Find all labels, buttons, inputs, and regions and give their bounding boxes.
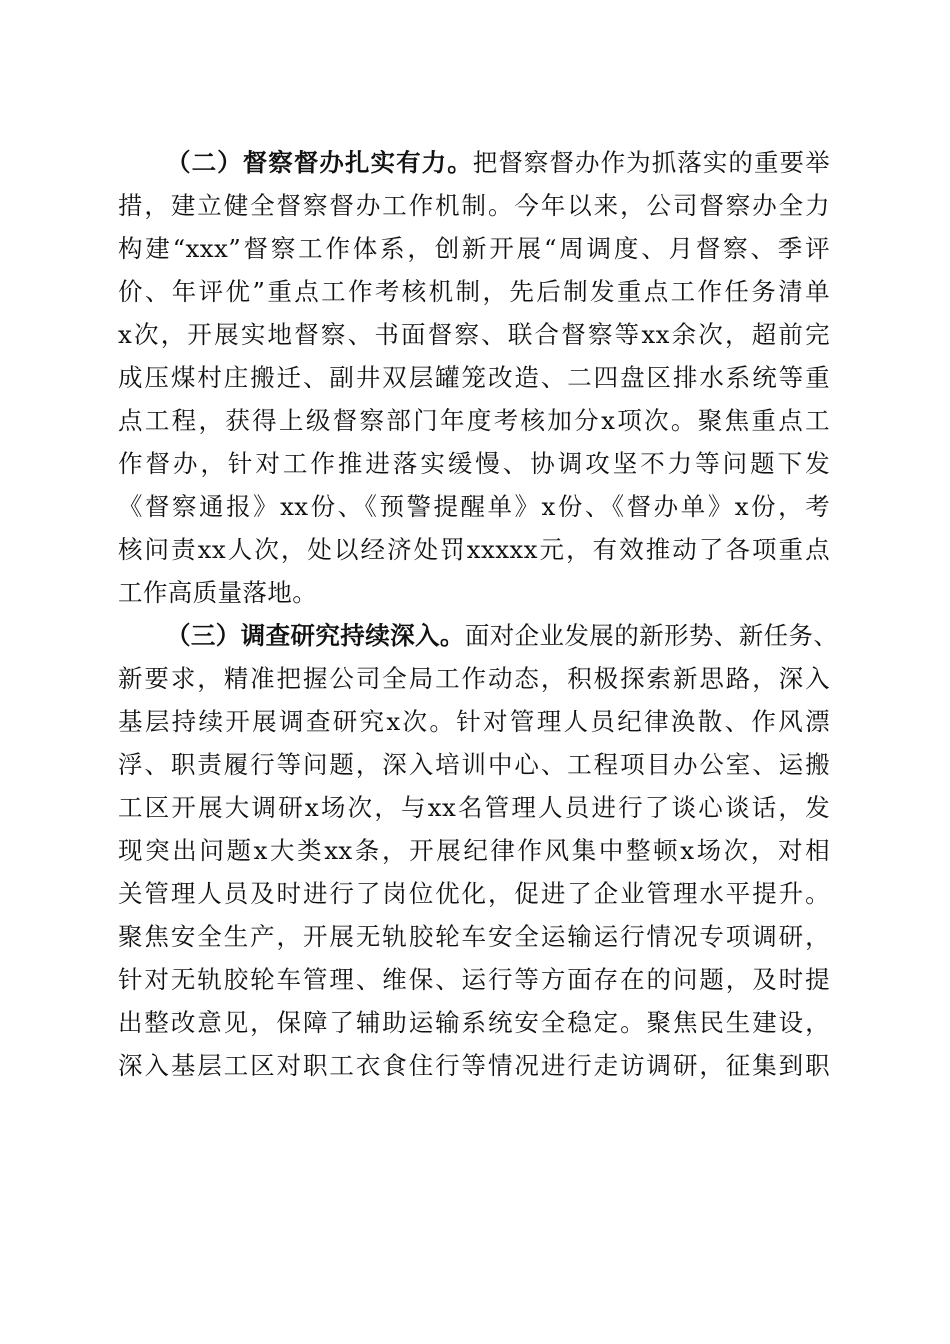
section3-line-5: 工区开展大调研x场次，与xx名管理人员进行了谈心谈话，发 xyxy=(118,793,830,822)
section2-line-6: 成压煤村庄搬迁、副井双层罐笼改造、二四盘区排水系统等重 xyxy=(118,363,830,392)
section2-line-3: 构建“xxx”督察工作体系，创新开展“周调度、月督察、季评 xyxy=(118,234,830,263)
section2-line-7: 点工程，获得上级督察部门年度考核加分x项次。聚焦重点工 xyxy=(118,406,830,435)
section3-line-3: 基层持续开展调查研究x次。针对管理人员纪律涣散、作风漂 xyxy=(118,707,830,736)
section2-line-1 xyxy=(166,143,830,183)
section3-line-8: 聚焦安全生产，开展无轨胶轮车安全运输运行情况专项调研， xyxy=(118,922,830,951)
section3-line-10: 出整改意见，保障了辅助运输系统安全稳定。聚焦民生建设， xyxy=(118,1008,830,1037)
section3-line-11: 深入基层工区对职工衣食住行等情况进行走访调研，征集到职 xyxy=(118,1051,830,1080)
section2-heading: （二）督察督办扎实有力。 xyxy=(166,148,473,177)
section3-line-2: 新要求，精准把握公司全局工作动态，积极探索新思路，深入 xyxy=(118,664,830,693)
section3-line-9: 针对无轨胶轮车管理、维保、运行等方面存在的问题，及时提 xyxy=(118,965,830,994)
section3-line-4: 浮、职责履行等问题，深入培训中心、工程项目办公室、运搬 xyxy=(118,750,830,779)
section2-line-1-text: 把督察督办作为抓落实的重要举 xyxy=(472,148,830,177)
section2-line-11: 工作高质量落地。 xyxy=(118,578,318,607)
section3-line-6: 现突出问题x大类xx条，开展纪律作风集中整顿x场次，对相 xyxy=(118,836,830,865)
section3-heading: （三）调查研究持续深入。 xyxy=(166,621,465,650)
section2-line-2: 措，建立健全督察督办工作机制。今年以来，公司督察办全力 xyxy=(118,191,830,220)
section3-line-1 xyxy=(166,616,839,656)
section2-line-4: 价、年评优”重点工作考核机制，先后制发重点工作任务清单 xyxy=(118,277,830,306)
section2-line-10: 核问责xx人次，处以经济处罚xxxxx元，有效推动了各项重点 xyxy=(118,535,830,564)
section2-line-8: 作督办，针对工作推进落实缓慢、协调攻坚不力等问题下发 xyxy=(118,449,830,478)
section3-line-1-text: 面对企业发展的新形势、新任务、 xyxy=(464,621,839,650)
section2-line-9: 《督察通报》xx份、《预警提醒单》x份、《督办单》x份，考 xyxy=(118,492,830,521)
section2-line-5: x次，开展实地督察、书面督察、联合督察等xx余次，超前完 xyxy=(118,320,830,349)
section3-line-7: 关管理人员及时进行了岗位优化，促进了企业管理水平提升。 xyxy=(118,879,830,908)
